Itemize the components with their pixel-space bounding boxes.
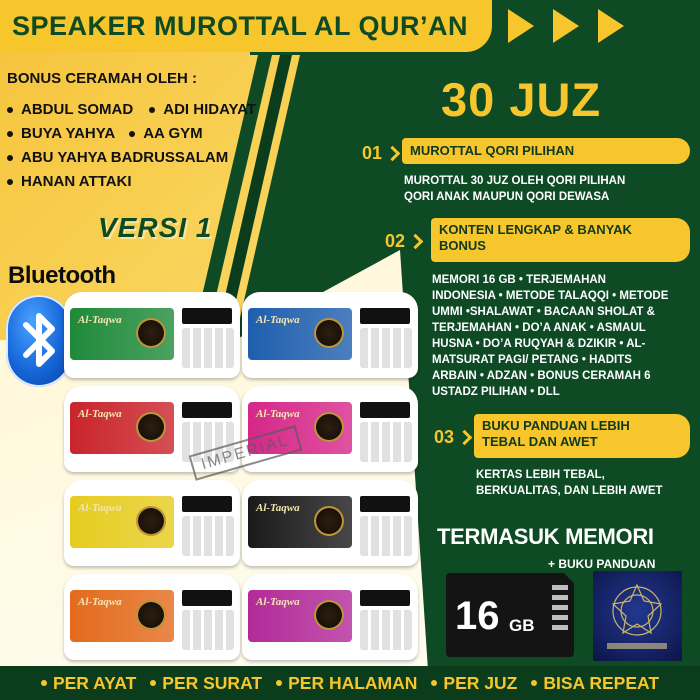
sd-pin	[552, 585, 568, 590]
footer-bar	[0, 666, 700, 700]
emblem-icon	[136, 600, 166, 630]
keypad	[360, 516, 412, 556]
speaker-unit	[64, 574, 240, 660]
bullet-icon	[129, 131, 135, 137]
speaker-brand: Al-Taqwa	[78, 314, 122, 326]
feature-title: KONTEN LENGKAP & BANYAK BONUS	[431, 218, 690, 262]
memori-subtitle: + BUKU PANDUAN	[548, 557, 656, 571]
footer-item: PER JUZ	[431, 673, 517, 694]
lcd-screen	[360, 496, 410, 512]
version-label: VERSI 1	[98, 212, 213, 243]
chevron-right-icon	[408, 234, 424, 250]
chevron-right-icon	[457, 430, 473, 446]
sd-pin	[552, 595, 568, 600]
bullet-icon	[7, 179, 13, 185]
arrow-icon	[553, 9, 579, 43]
feature-body: MEMORI 16 GB • TERJEMAHAN INDONESIA • METODE TALAQQI • METODE UMMI •SHALAWAT • BACAAN SHOLAT & TERJEMAHAN • DO’A ANAK • ASMAUL HUSNA • DO’A RUQYAH & DZIKIR • AL- MATSURAT PAGI/ PETANG • HADITS ARBAIN • ADZAN • BONUS CERAMAH 6 USTADZ PILIHAN • DLL	[432, 274, 669, 398]
bonus-row	[7, 101, 256, 118]
speaker-name: ADI HIDAYAT	[163, 101, 257, 118]
speaker-brand: Al-Taqwa	[256, 502, 300, 514]
speaker-name: AA GYM	[143, 125, 203, 142]
emblem-icon	[314, 506, 344, 536]
emblem-icon	[314, 412, 344, 442]
speaker-unit	[242, 574, 418, 660]
card-unit: GB	[509, 616, 535, 635]
keypad	[360, 422, 412, 462]
speaker-brand: Al-Taqwa	[78, 596, 122, 608]
bullet-icon	[150, 680, 156, 686]
bullet-icon	[149, 107, 155, 113]
speaker-name: BUYA YAHYA	[21, 125, 116, 142]
sd-pin	[552, 615, 568, 620]
emblem-icon	[136, 318, 166, 348]
lcd-screen	[360, 308, 410, 324]
feature-body: KERTAS LEBIH TEBAL, BERKUALITAS, DAN LEBIH AWET	[476, 469, 663, 497]
emblem-icon	[314, 600, 344, 630]
card-size: 16	[455, 594, 500, 638]
lcd-screen	[182, 402, 232, 418]
bullet-icon	[7, 155, 13, 161]
feature-number: 02	[385, 231, 421, 252]
sd-pin	[552, 625, 568, 630]
keypad	[182, 610, 234, 650]
lcd-screen	[360, 590, 410, 606]
bonus-row	[7, 173, 132, 190]
arrow-icon	[508, 9, 534, 43]
bullet-icon	[431, 680, 437, 686]
speaker-brand: Al-Taqwa	[78, 408, 122, 420]
bullet-icon	[276, 680, 282, 686]
chevron-right-icon	[385, 146, 401, 162]
watermark: IMPERIAL	[189, 425, 303, 481]
footer-item: BISA REPEAT	[531, 673, 659, 694]
feature-title: BUKU PANDUAN LEBIH TEBAL DAN AWET	[474, 414, 690, 458]
bullet-icon	[41, 680, 47, 686]
speaker-unit	[64, 480, 240, 566]
speaker-brand: Al-Taqwa	[78, 502, 122, 514]
speaker-brand: Al-Taqwa	[256, 314, 300, 326]
lcd-screen	[182, 496, 232, 512]
feature-title: MUROTTAL QORI PILIHAN	[402, 138, 690, 164]
emblem-icon	[136, 506, 166, 536]
bonus-title: BONUS CERAMAH OLEH :	[7, 70, 197, 87]
lcd-screen	[182, 308, 232, 324]
speaker-unit	[242, 480, 418, 566]
keypad	[360, 610, 412, 650]
bluetooth-icon	[6, 295, 72, 387]
speaker-brand: Al-Taqwa	[256, 408, 300, 420]
product-image	[64, 292, 424, 664]
speaker-unit	[64, 292, 240, 378]
bullet-icon	[531, 680, 537, 686]
keypad	[182, 516, 234, 556]
feature-body: MUROTTAL 30 JUZ OLEH QORI PILIHAN QORI ANAK MAUPUN QORI DEWASA	[404, 175, 626, 203]
keypad	[182, 328, 234, 368]
lcd-screen	[360, 402, 410, 418]
bonus-row	[7, 125, 203, 142]
speaker-brand: Al-Taqwa	[256, 596, 300, 608]
juz-heading: 30 JUZ	[441, 73, 602, 126]
arrow-icon	[598, 9, 624, 43]
feature-number: 01	[362, 143, 398, 164]
guide-book-icon	[593, 571, 682, 661]
lcd-screen	[182, 590, 232, 606]
emblem-icon	[136, 412, 166, 442]
bullet-icon	[7, 131, 13, 137]
speaker-name: ABDUL SOMAD	[21, 101, 134, 118]
bonus-row	[7, 149, 228, 166]
speaker-unit	[242, 292, 418, 378]
bullet-icon	[7, 107, 13, 113]
speaker-name: ABU YAHYA BADRUSSALAM	[21, 149, 229, 166]
sd-pin	[552, 605, 568, 610]
bluetooth-label: Bluetooth	[8, 262, 116, 289]
footer-item: PER AYAT	[41, 673, 136, 694]
header-banner	[0, 0, 492, 52]
footer-item: PER SURAT	[150, 673, 262, 694]
emblem-icon	[314, 318, 344, 348]
speaker-name: HANAN ATTAKI	[21, 173, 132, 190]
footer-item: PER HALAMAN	[276, 673, 417, 694]
memori-title: TERMASUK MEMORI	[437, 524, 654, 549]
page-title: SPEAKER MUROTTAL AL QUR’AN	[12, 10, 469, 41]
keypad	[360, 328, 412, 368]
feature-number: 03	[434, 427, 470, 448]
